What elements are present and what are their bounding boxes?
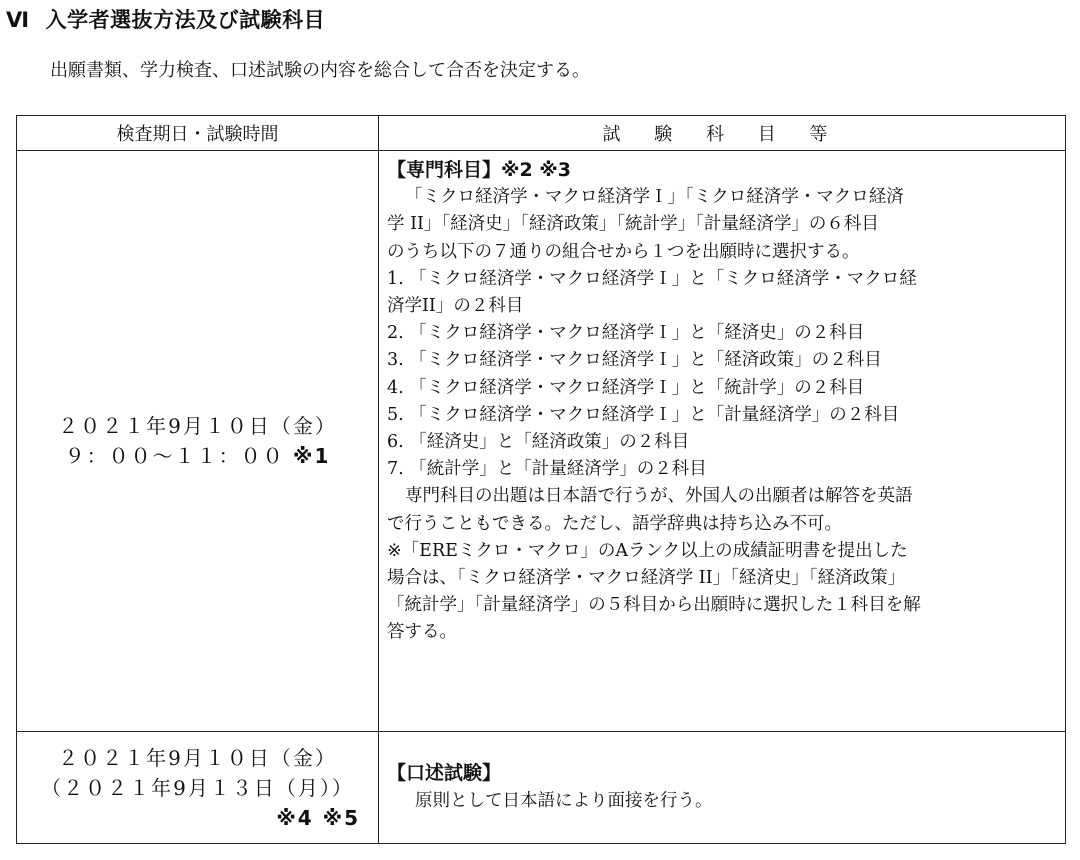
section-title: 入学者選抜方法及び試験科目 — [45, 8, 326, 32]
list-item: 7. 「統計学」と「計量経済学」の２科目 — [387, 459, 707, 480]
oral-exam-alt-date: （２０２１年9月１３日（月）） — [41, 775, 354, 800]
exam-date: ２０２１年9月１０日（金） — [58, 414, 337, 438]
oral-exam-notes: ※4 ※5 — [276, 805, 360, 830]
list-item: 2. 「ミクロ経済学・マクロ経済学Ｉ」と「経済史」の２科目 — [387, 323, 865, 344]
header-exam-date: 検査期日・試験時間 — [17, 116, 379, 151]
content-line: のうち以下の７通りの組合せから１つを出願時に選択する。 — [387, 241, 860, 262]
exam-time — [17, 441, 378, 471]
table-header-row — [17, 116, 1066, 151]
content-line: 「統計学」「計量経済学」の５科目から出願時に選択した１科目を解 — [387, 595, 921, 616]
table-row — [17, 732, 1066, 844]
content-line: 答する。 — [387, 622, 457, 643]
list-item: 1. 「ミクロ経済学・マクロ経済学Ｉ」と「ミクロ経済学・マクロ経 — [387, 268, 917, 289]
list-item: 6. 「経済史」と「経済政策」の２科目 — [387, 432, 690, 453]
list-item: 済学II」の２科目 — [387, 296, 524, 317]
content-line: ※「EREミクロ・マクロ」のAランク以上の成績証明書を提出した — [387, 540, 908, 561]
content-line: 「ミクロ経済学・マクロ経済学Ｉ」「ミクロ経済学・マクロ経済 — [405, 187, 904, 208]
content-line: で行うこともできる。ただし、語学辞典は持ち込み不可。 — [387, 513, 842, 534]
oral-exam-cell — [379, 732, 1066, 844]
table-row — [17, 151, 1066, 732]
content-line: 場合は、「ミクロ経済学・マクロ経済学 II」「経済史」「経済政策」 — [387, 568, 906, 589]
exam-table — [16, 115, 1066, 844]
section-heading — [6, 4, 325, 34]
list-item: 5. 「ミクロ経済学・マクロ経済学Ｉ」と「計量経済学」の２科目 — [387, 404, 900, 425]
time-note: ※1 — [293, 444, 331, 468]
content-line: 学 II」「経済史」「経済政策」「統計学」「計量経済学」の６科目 — [387, 214, 879, 235]
oral-exam-title: 【口述試験】 — [387, 762, 502, 785]
content-line: 専門科目の出題は日本語で行うが、外国人の出願者は解答を英語 — [405, 486, 913, 507]
section-number: Ⅵ — [6, 8, 30, 32]
oral-exam-date: ２０２１年9月１０日（金） — [58, 745, 337, 770]
exam-time-text: ９：００～１１：００ — [64, 444, 285, 468]
exam-date-cell — [17, 151, 379, 732]
oral-exam-date-cell — [17, 732, 379, 844]
list-item: 3. 「ミクロ経済学・マクロ経済学Ｉ」と「経済政策」の２科目 — [387, 350, 882, 371]
list-item: 4. 「ミクロ経済学・マクロ経済学Ｉ」と「統計学」の２科目 — [387, 377, 865, 398]
oral-exam-text: 原則として日本語により面接を行う。 — [415, 790, 713, 811]
specialized-subjects-title: 【専門科目】※2 ※3 — [387, 159, 571, 181]
specialized-subjects-cell — [379, 151, 1066, 732]
header-exam-subjects: 試 験 科 目 等 — [379, 116, 1066, 151]
intro-text: 出願書類、学力検査、口述試験の内容を総合して合否を決定する。 — [50, 60, 590, 81]
